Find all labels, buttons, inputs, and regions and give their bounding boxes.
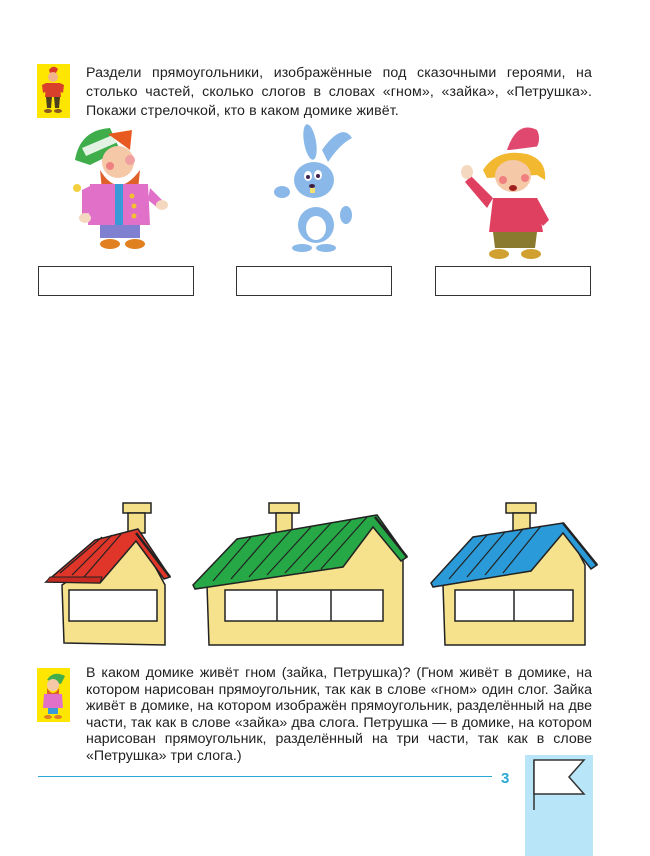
gnome-icon — [37, 668, 70, 722]
petrushka-illustration — [457, 120, 577, 265]
footer-rule — [38, 776, 492, 777]
answer-explanation: В каком домике живёт гном (зайка, Петрушка)? (Гном живёт в домике, на котором нарисован прямоугольник, так как в слове «гном» один слог. Зайка живёт в домике, на котором изображён прямоугольник, разделённый на две части, так как в слове «зайка» два слога. Петрушка — в домике, на котором нарисован прямоугольник, разделённый на три части, так как в слове «Петрушка» три слога.) — [86, 665, 592, 764]
page-number: 3 — [501, 770, 510, 787]
bookmark-panel — [525, 755, 593, 856]
answer-rect-bunny[interactable] — [236, 266, 392, 296]
red-house — [40, 495, 180, 655]
bunny-illustration — [262, 120, 372, 260]
answer-rect-gnome[interactable] — [38, 266, 194, 296]
gnome-illustration — [60, 120, 180, 260]
green-house — [185, 495, 415, 655]
red-house-window — [69, 590, 157, 621]
blue-house — [425, 495, 605, 655]
task-instruction: Раздели прямоугольники, изображённые под сказочными героями, на столько частей, сколько слогов в словах «гном», «зайка», «Петрушка». Покажи стрелочкой, кто в каком домике живёт. — [86, 65, 592, 119]
flag-icon — [525, 755, 593, 856]
petrushka-icon — [37, 64, 70, 118]
answer-rect-petrushka[interactable] — [435, 266, 591, 296]
